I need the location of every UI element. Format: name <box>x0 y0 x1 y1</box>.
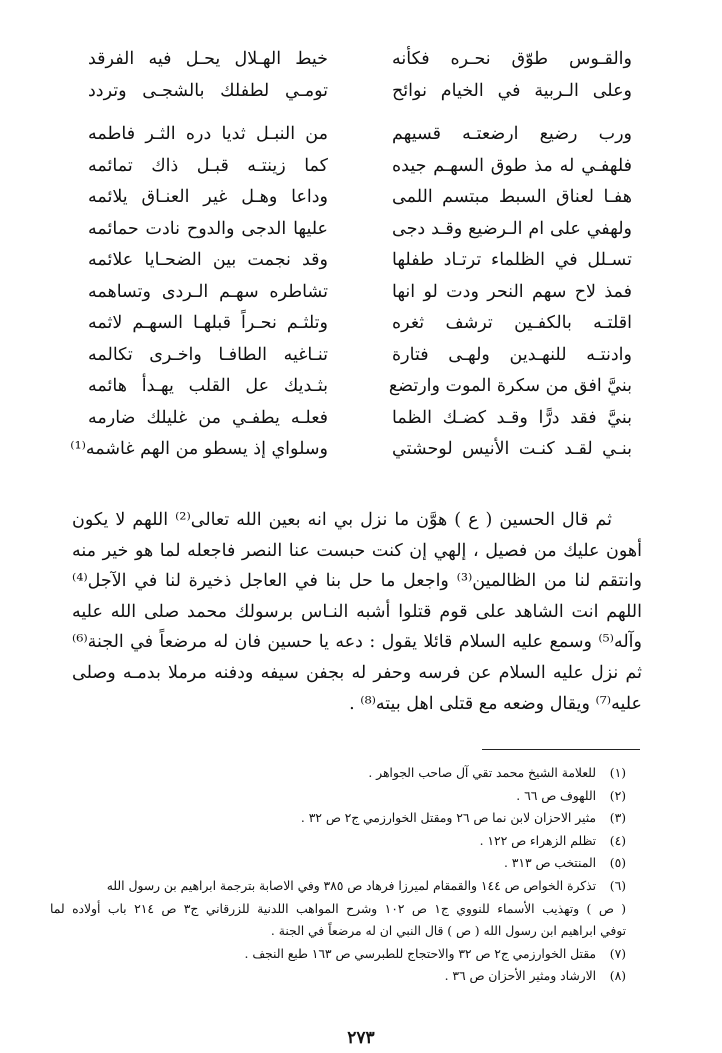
poem-verse <box>88 245 632 277</box>
verse-first-hemistich: اقلتـه بالكفـين ترشف ثغره <box>392 313 632 333</box>
footnote-text: مثير الاحزان لابن نما ص ٢٦ ومقتل الخوارزمي ج٢ ص ٣٢ . <box>300 811 596 826</box>
footnote <box>50 943 626 966</box>
footnote <box>50 785 626 808</box>
poem-verse <box>88 214 632 246</box>
footnotes <box>50 762 626 988</box>
page-number: ٢٧٣ <box>347 1028 375 1048</box>
footnote-number: (٣) <box>609 811 626 826</box>
footnote <box>50 807 626 830</box>
poem-verse <box>88 76 632 108</box>
footnote-number: (٢) <box>609 788 626 803</box>
footnote-text: تظلم الزهراء ص ١٢٢ . <box>479 833 596 848</box>
verse-second-hemistich: فعلـه يطفـي من غليلك ضارمه <box>88 407 328 428</box>
footnote <box>50 965 626 988</box>
footnote <box>50 852 626 875</box>
footnote <box>50 830 626 853</box>
poem <box>70 44 632 466</box>
verse-first-hemistich: وادنتـه للنهـدين ولهـى فتارة <box>392 344 632 365</box>
footnote-number: (٤) <box>609 833 626 848</box>
footnote <box>50 762 626 785</box>
verse-first-hemistich: هفـا لعناق السبط مبتسم اللمى <box>392 187 632 207</box>
poem-verse <box>88 340 632 372</box>
verse-first-hemistich: بنيَّ فقد درًّا وقـد كضـك الظما <box>392 407 632 428</box>
footnote-text: مقتل الخوارزمي ج٢ ص ٣٢ والاحتجاج للطبرسي ص ١٦٣ طبع النجف . <box>244 946 596 961</box>
verse-second-hemistich: تومـي لطفلك بالشجـى وتردد <box>88 80 328 101</box>
verse-second-hemistich: وسلواي إذ يسطو من الهم غاشمه⁽¹⁾ <box>70 439 328 459</box>
poem-verse <box>88 151 632 183</box>
verse-second-hemistich: وتلثـم نحـراً قبلهـا السهـم لاثمه <box>88 313 328 333</box>
poem-verse <box>70 434 632 466</box>
verse-first-hemistich: ورب رضيع ارضعتـه قسيهم <box>392 124 632 144</box>
footnote-number: (٦) <box>609 878 626 893</box>
verse-second-hemistich: كما زينتـه قبـل ذاك تمائمه <box>88 155 328 176</box>
poem-verse <box>88 277 632 309</box>
verse-second-hemistich: بثـديك عل القلب يهـدأ هائمه <box>88 376 328 396</box>
footnote-continuation <box>50 898 626 921</box>
poem-verse <box>88 44 632 76</box>
verse-second-hemistich: عليها الدجى والدوح نادت حمائمه <box>88 218 328 239</box>
verse-second-hemistich: وداعا وهـل غير العنـاق يلائمه <box>88 187 328 207</box>
prose-line: اللهم انت الشاهد على قوم قتلوا أشبه النـاس برسولك محمد صلى الله عليه <box>72 601 642 622</box>
prose-line: وآله⁽⁵⁾ وسمع عليه السلام قائلا يقول : دعه يا حسين فان له مرضعاً في الجنة⁽⁶⁾ <box>72 632 642 653</box>
footnote-text: للعلامة الشيخ محمد تقي آل صاحب الجواهر . <box>368 766 596 780</box>
footnote-text: ( ص ) وتهذيب الأسماء للنووي ج١ ص ١٠٢ وشرح المواهب اللدنية للزرقاني ج٣ ص ٢١٤ باب أولاده لما <box>50 901 626 916</box>
verse-first-hemistich: بنيَّ افق من سكرة الموت وارتضع <box>388 376 632 396</box>
footnote <box>50 875 626 898</box>
verse-second-hemistich: تشاطره سهـم الـردى وتساهمه <box>88 281 328 302</box>
prose-line: عليه⁽⁷⁾ ويقال وضعه مع قتلى اهل بيته⁽⁸⁾ . <box>349 693 642 714</box>
prose-line: ثم قال الحسين ( ع ) هوَّن ما نزل بي انه بعين الله تعالى⁽²⁾ اللهم لا يكون <box>72 510 612 530</box>
verse-second-hemistich: وقد نجمت بين الضحـايا علائمه <box>88 250 328 270</box>
prose-line: أهون عليك من فصيل ، إلهي إن كنت حبست عنا النصر فاجعله لما هو خير منه <box>72 540 642 561</box>
footnote-number: (٧) <box>609 946 626 961</box>
poem-verse <box>88 119 632 151</box>
prose-line: وانتقم لنا من الظالمين⁽³⁾ واجعل ما حل بنا في العاجل ذخيرة لنا في الآجل⁽⁴⁾ <box>72 571 643 592</box>
verse-first-hemistich: والقـوس طوّق نحـره فكأنه <box>392 49 632 69</box>
verse-second-hemistich: خيط الهـلال يحـل فيه الفرقد <box>88 49 328 69</box>
poem-verse <box>88 308 632 340</box>
verse-second-hemistich: من النبـل ثديا دره الثـر فاطمه <box>88 124 328 144</box>
footnote-text: المنتخب ص ٣١٣ . <box>503 856 596 871</box>
verse-second-hemistich: تنـاغيه الطافـا واخـرى تكالمه <box>88 344 328 365</box>
verse-first-hemistich: تسـلل في الظلماء ترتـاد طفلها <box>392 250 632 270</box>
footnote-separator <box>482 749 640 750</box>
verse-first-hemistich: بنـي لقـد كنـت الأنيس لوحشتي <box>392 439 632 459</box>
footnote-text: اللهوف ص ٦٦ . <box>516 788 596 803</box>
footnote-text: تذكرة الخواص ص ١٤٤ والقمقام لميرزا فرهاد ص ٣٨٥ وفي الاصابة بترجمة ابراهيم بن رسول الله <box>106 878 596 893</box>
footnote-continuation <box>50 920 626 943</box>
footnote-text: الارشاد ومثير الأحزان ص ٣٦ . <box>444 969 596 984</box>
footnote-number: (١) <box>609 766 626 780</box>
verse-first-hemistich: ولهفي على ام الـرضيع وقـد دجى <box>392 218 632 239</box>
verse-first-hemistich: فمذ لاح سهم النحر ودت لو انها <box>392 281 632 302</box>
footnote-number: (٨) <box>609 969 626 984</box>
footnote-text: توفي ابراهيم ابن رسول الله ( ص ) قال النبي ان له مرضعاً في الجنة . <box>270 924 626 939</box>
poem-verse <box>88 371 632 403</box>
poem-verse <box>88 182 632 214</box>
prose-line: ثم نزل عليه السلام عن فرسه وحفر له بجفن سيفه ودفنه مرملا بدمـه وصلى <box>72 662 642 683</box>
verse-first-hemistich: فلهفـي له مذ طوق السهـم جيده <box>392 155 632 176</box>
footnote-number: (٥) <box>609 856 626 871</box>
prose-paragraph <box>72 505 642 719</box>
poem-verse <box>88 403 632 435</box>
verse-first-hemistich: وعلى الـربية في الخيام نوائح <box>392 80 632 101</box>
